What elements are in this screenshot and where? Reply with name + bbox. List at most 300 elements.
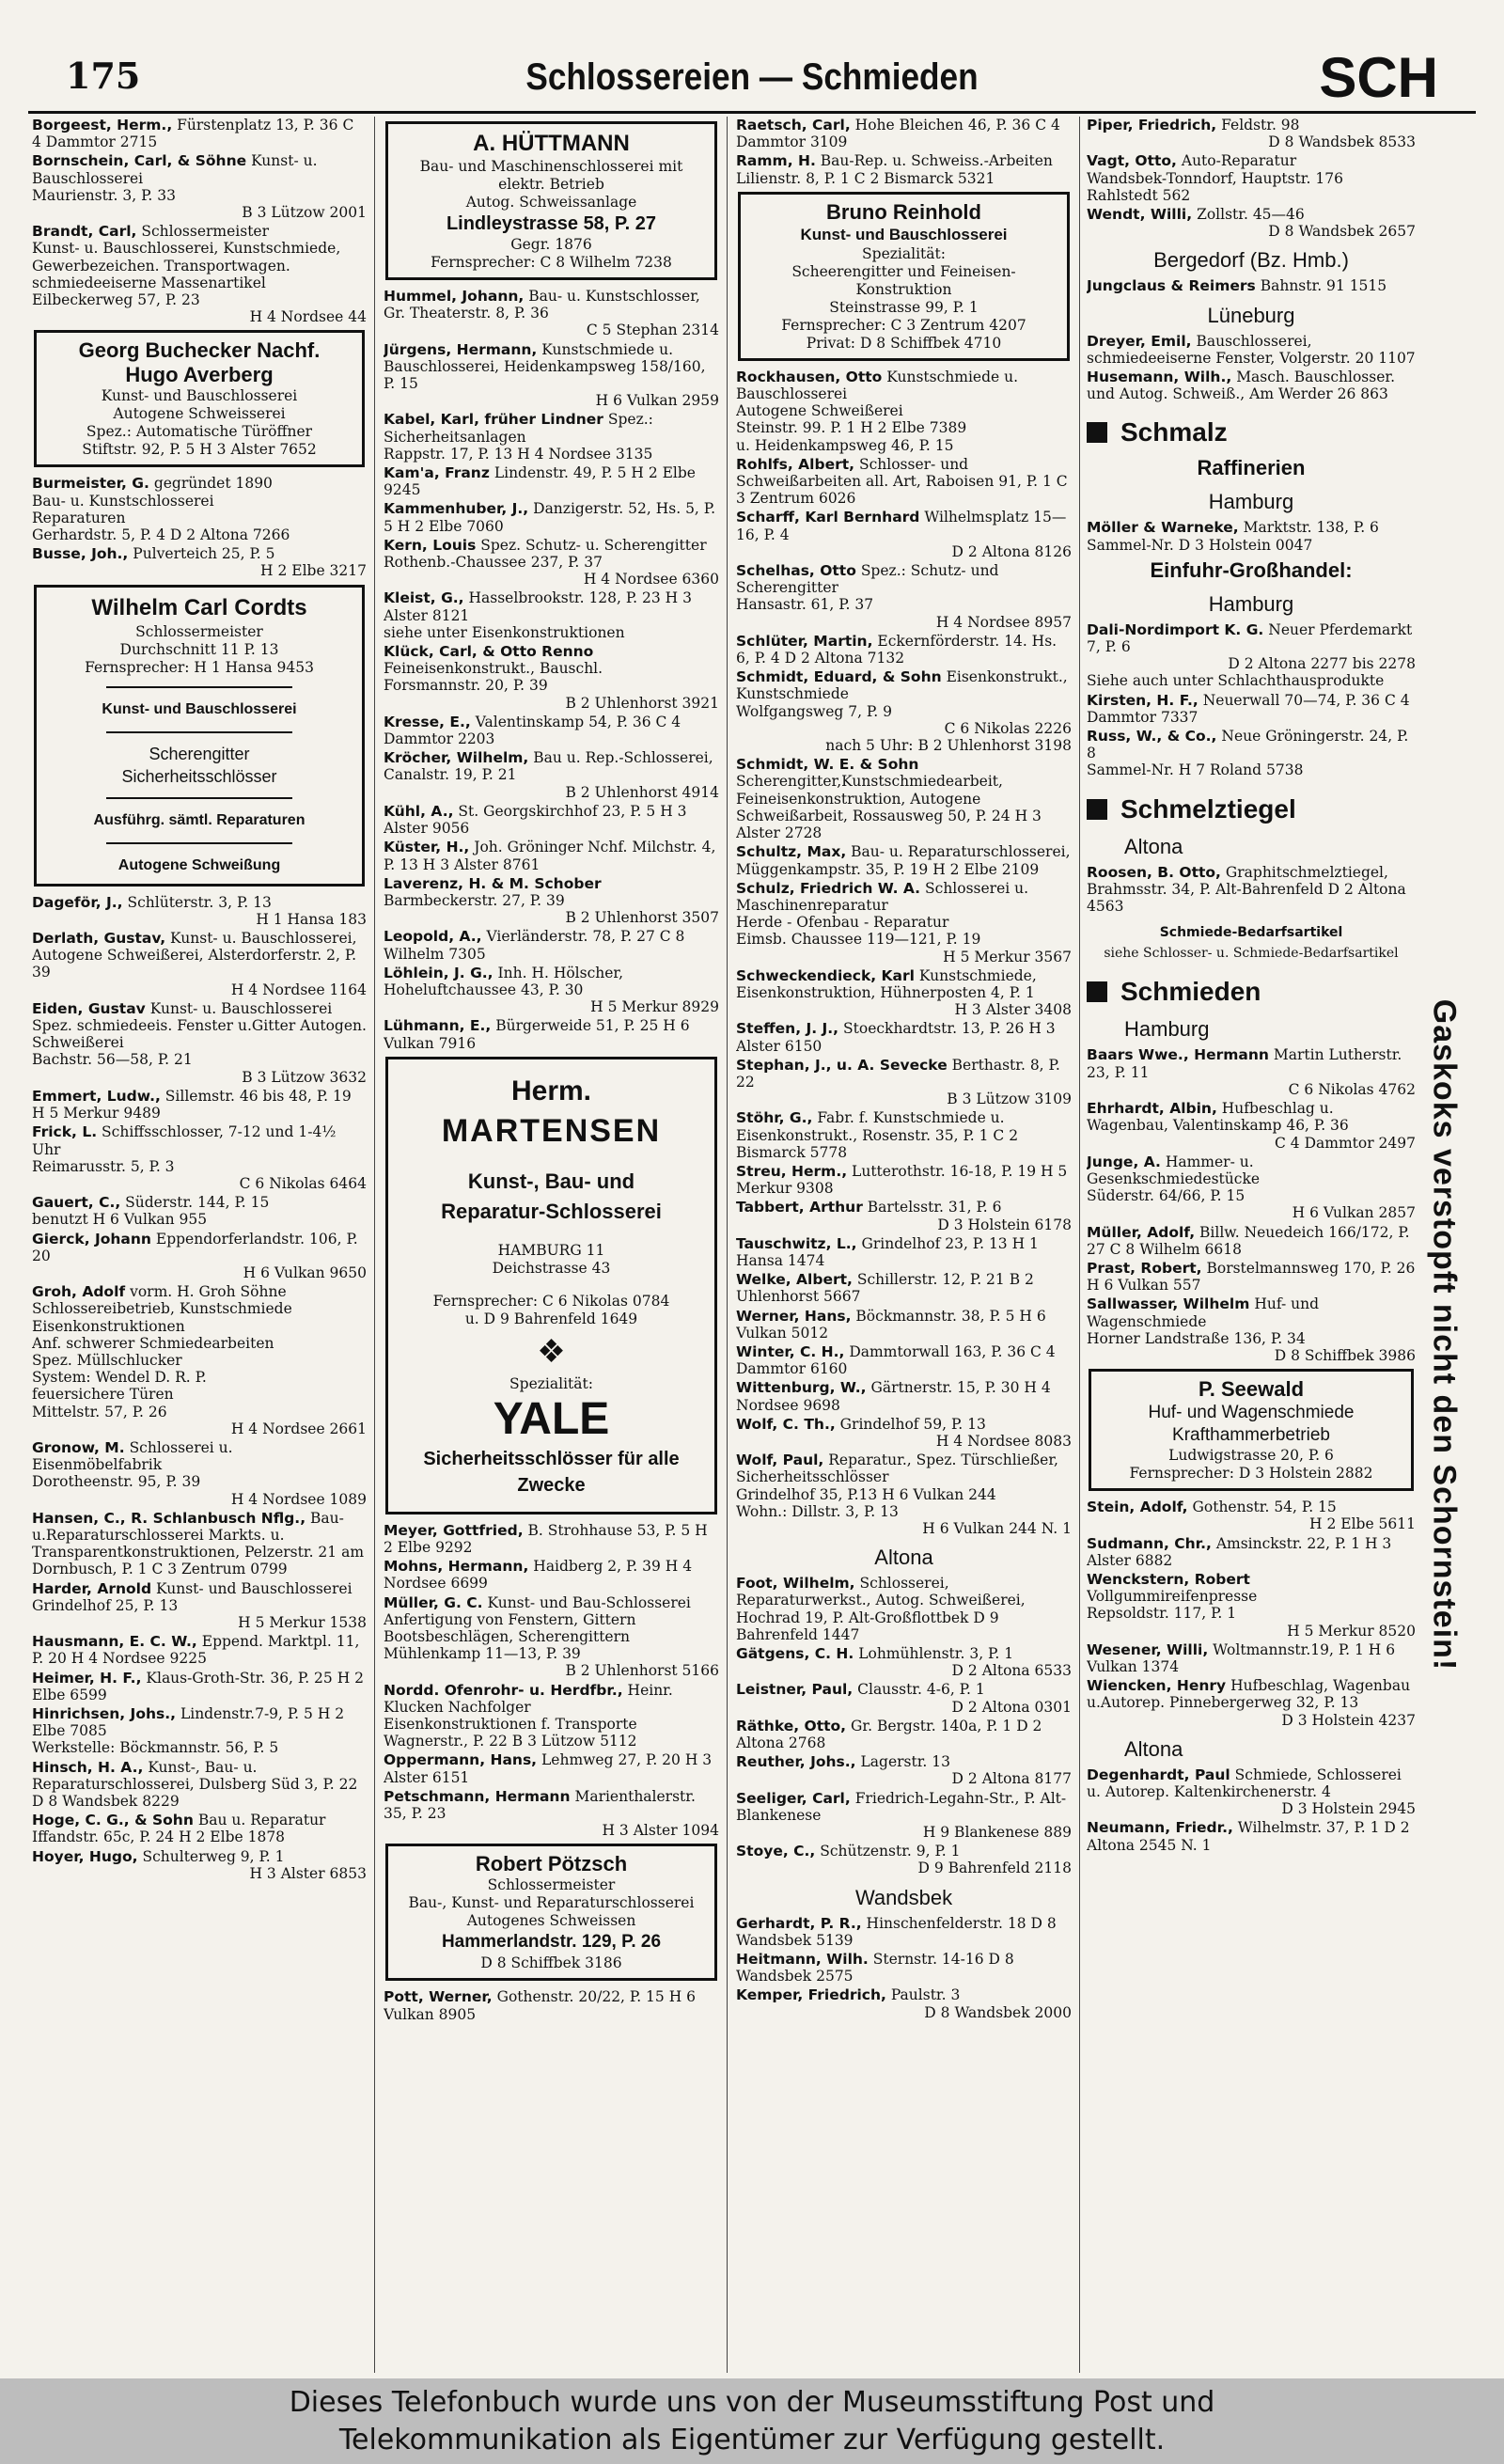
entry-name: Küster, H., (384, 839, 470, 856)
ad-address: Hammerlandstr. 129, P. 26 (441, 1932, 662, 1953)
entry-detail: Lehmweg 27, P. 20 H 3 Alster 6151 (384, 1751, 713, 1786)
entry-detail: Lindenstr.7-9, P. 5 H 2 Elbe 7085 (32, 1705, 345, 1740)
entry-name: Raetsch, Carl, (736, 117, 851, 133)
entry-detail: Clausstr. 4-6, P. 1 (857, 1681, 985, 1699)
entry-detail: Bartelsstr. 31, P. 6 (867, 1199, 1002, 1216)
entry-detail: H 5 Merkur 3567 (943, 948, 1072, 965)
directory-entry (736, 509, 1072, 560)
entry-detail: Repsoldstr. 117, P. 1 (1087, 1605, 1237, 1623)
entry-name: Meyer, Gottfried, (384, 1521, 524, 1539)
ad-title: Georg Buchecker Nachf. (78, 338, 321, 363)
ad-poetzsch (385, 1844, 717, 1981)
header-rule (28, 111, 1476, 114)
ad-line: Sicherheitsschlösser für alle Zwecke (423, 1448, 680, 1496)
ad-line: Krafthammerbetrieb (1172, 1425, 1330, 1446)
entry-detail: Martin Lutherstr. 23, P. 11 (1087, 1046, 1402, 1081)
ad-title: Herm. (510, 1075, 592, 1106)
directory-entry (384, 714, 719, 747)
entry-name: Kleist, G., (384, 589, 464, 607)
entry-detail: Klaus-Groth-Str. 36, P. 25 H 2 Elbe 6599 (32, 1669, 365, 1703)
directory-entry (384, 1682, 719, 1750)
entry-detail: Graphitschmelztiegel, Brahmsstr. 34, P. Alt-Bahrenfeld D 2 Altona 4563 (1087, 863, 1406, 916)
entry-name: Prast, Robert, (1087, 1259, 1202, 1277)
entry-name: Scharff, Karl Bernhard (736, 509, 920, 526)
entry-name: Husemann, Wilh., (1087, 369, 1232, 386)
entry-detail: Schlüterstr. 3, P. 13 (127, 893, 272, 911)
entry-detail: Wagnerstr., P. 22 B 3 Lützow 5112 (384, 1733, 637, 1750)
entry-name: Oppermann, Hans, (384, 1751, 538, 1769)
footer-line: Dieses Telefonbuch wurde uns von der Museumsstiftung Post und (289, 2386, 1215, 2419)
entry-detail: Woltmannstr.19, P. 1 H 6 Vulkan 1374 (1087, 1640, 1396, 1675)
entry-detail: Böckmannstr. 38, P. 5 H 6 Vulkan 5012 (736, 1307, 1046, 1342)
entry-detail: Valentinskamp 54, P. 36 C 4 Dammtor 2203 (384, 713, 682, 748)
entry-detail: Mühlenkamp 11—13, P. 39 (384, 1645, 581, 1663)
entry-detail: Sillemstr. 46 bis 48, P. 19 H 5 Merkur 9489 (32, 1087, 352, 1122)
section-title: Schmalz (1120, 417, 1228, 447)
entry-detail: Eckernförderstr. 14. Hs. 6, P. 4 D 2 Altona 7132 (736, 632, 1058, 667)
entry-detail: Hasselbrookstr. 128, P. 23 H 3 Alster 8121 (384, 589, 692, 624)
directory-entry (1087, 333, 1416, 367)
ad-subtitle: Hugo Averberg (125, 363, 274, 387)
entry-detail: Hufbeschlag u. Wagenbau, Valentinskamp 46, P. 36 (1087, 1100, 1349, 1135)
entry-detail: D 8 Wandsbek 2657 (1268, 223, 1416, 241)
entry-detail: Friedrich-Legahn-Str., P. Alt-Blankenese (736, 1789, 1067, 1824)
entry-detail: Berthastr. 8, P. 22 (736, 1056, 1060, 1091)
entry-detail: Fabr. f. Kunstschmiede u. Eisenkonstrukt., Rosenstr. 35, P. 1 C 2 Bismarck 5778 (736, 1109, 1019, 1161)
entry-detail: D 3 Holstein 6178 (937, 1216, 1072, 1233)
entry-detail: Gothenstr. 54, P. 15 (1192, 1499, 1337, 1516)
entry-detail: Bau-Rep. u. Schweiss.-Arbeiten (820, 152, 1053, 170)
directory-entry (384, 1594, 719, 1680)
entry-detail: B. Strohhause 53, P. 5 H 2 Elbe 9292 (384, 1521, 708, 1556)
entry-detail: Schlosserei, Reparaturwerkst., Autog. Schweißerei, Hochrad 19, P. Alt-Großflottbek D 9 Bahrenfeld 1447 (736, 1575, 1026, 1643)
directory-entry (32, 1633, 367, 1667)
directory-entry (384, 643, 719, 712)
entry-detail: H 2 Elbe 3217 (260, 562, 367, 580)
entry-name: Borgeest, Herm., (32, 117, 173, 133)
entry-name: Wolf, Paul, (736, 1452, 824, 1469)
ad-address: Lindleystrasse 58, P. 27 (446, 213, 657, 234)
ad-line: Autogene Schweisserei (113, 405, 286, 423)
directory-entry (32, 1088, 367, 1122)
entry-detail: Mittelstr. 57, P. 26 (32, 1403, 167, 1420)
entry-detail: Inh. H. Hölscher, Hoheluftchaussee 43, P. 30 (384, 964, 624, 998)
entry-detail: Bau-u.Reparaturschlosserei Markts. u. Transparentkonstruktionen, Pelzerstr. 21 am Dornbusch, P. 1 C 3 Zentrum 0799 (32, 1509, 365, 1578)
entry-name: Frick, L. (32, 1123, 98, 1141)
ad-divider (106, 797, 292, 799)
entry-list (1087, 519, 1416, 553)
entry-name: Schweckendieck, Karl (736, 966, 915, 984)
entry-detail: Bau u. Reparatur (197, 1812, 326, 1829)
entry-name: Burmeister, G. (32, 475, 149, 493)
ad-martensen (385, 1057, 717, 1514)
entry-detail: Süderstr. 144, P. 15 (125, 1194, 270, 1212)
ad-line: Autogene Schweißung (118, 856, 281, 873)
entry-detail: Lindenstr. 49, P. 5 H 2 Elbe 9245 (384, 464, 696, 499)
entry-detail: Scherengitter,Kunstschmiedearbeit, Feineisenkonstruktion, Autogene Schweißarbeit, Rossausweg 50, P. 24 H 3 Alster 2728 (736, 773, 1042, 842)
entry-list (736, 369, 1072, 1537)
directory-entry (736, 1020, 1072, 1054)
entry-name: Welke, Albert, (736, 1271, 853, 1289)
directory-entry (1087, 692, 1416, 726)
entry-detail: Gothenstr. 20/22, P. 15 H 6 Vulkan 8905 (384, 1988, 697, 2023)
entry-detail: Marienthalerstr. 35, P. 23 (384, 1787, 696, 1822)
entry-detail: Rahlstedt 562 (1087, 186, 1191, 204)
entry-name: Rockhausen, Otto (736, 368, 883, 385)
location-heading: Altona (1124, 834, 1183, 858)
entry-detail: Lagerstr. 13 (860, 1753, 950, 1771)
directory-entry (736, 1109, 1072, 1161)
entry-detail: Masch. Bauschlosser. und Autog. Schweiß., Am Werder 26 863 (1087, 369, 1396, 403)
directory-entry (736, 1452, 1072, 1537)
entry-detail: Wolfgangsweg 7, P. 9 (736, 702, 892, 720)
entry-detail: D 9 Bahrenfeld 2118 (917, 1860, 1072, 1877)
entry-list (32, 117, 367, 325)
entry-detail: St. Georgskirchhof 23, P. 5 H 3 Alster 9056 (384, 802, 687, 838)
entry-detail: Kunst-, Bau- u. Reparaturschlosserei, Dulsberg Süd 3, P. 22 D 8 Wandsbek 8229 (32, 1758, 358, 1811)
entry-name: Kammenhuber, J., (384, 500, 529, 518)
entry-name: Hummel, Johann, (384, 288, 525, 305)
ad-line: Autogenes Schweissen (466, 1912, 636, 1930)
ad-line: Gegr. 1876 (510, 236, 592, 253)
directory-entry (384, 464, 719, 498)
entry-name: Schlüter, Martin, (736, 632, 873, 650)
page-header (28, 45, 1476, 107)
entry-detail: u. Heidenkampsweg 46, P. 15 (736, 436, 954, 454)
entry-detail: D 8 Wandsbek 8533 (1268, 133, 1416, 151)
ad-reinhold (738, 192, 1070, 361)
entry-detail: Herde - Ofenbau - Reparatur (736, 914, 949, 932)
entry-name: Busse, Joh., (32, 545, 129, 563)
entry-detail: C 6 Nikolas 6464 (239, 1174, 367, 1192)
column-divider (727, 117, 728, 2373)
directory-entry (32, 1670, 367, 1703)
entry-detail: H 6 Vulkan 244 N. 1 (922, 1520, 1072, 1538)
directory-entry (736, 369, 1072, 454)
entry-name: Müller, G. C. (384, 1593, 483, 1611)
entry-detail: Lohmühlenstr. 3, P. 1 (858, 1645, 1014, 1663)
entry-name: Wesener, Willi, (1087, 1640, 1209, 1658)
directory-entry (1087, 728, 1416, 779)
subsection-heading: Einfuhr-Großhandel: (1150, 557, 1353, 582)
entry-detail: Dorotheenstr. 95, P. 39 (32, 1473, 201, 1491)
ad-line: Ausführg. sämtl. Reparaturen (93, 811, 306, 828)
ad-line: Durchschnitt 11 P. 13 (119, 640, 279, 658)
column-3 (736, 117, 1072, 2363)
entry-detail: System: Wendel D. R. P. (32, 1369, 207, 1387)
entry-detail: B 3 Lützow 3109 (947, 1091, 1072, 1108)
entry-detail: Spez.: Schutz- und Scherengitter (736, 562, 999, 597)
cross-reference-title: Schmiede-Bedarfsartikel (1159, 925, 1343, 941)
entry-detail: Kunst- und Bau-Schlosserei (487, 1593, 691, 1611)
ad-line: Sicherheitsschlösser (121, 766, 277, 786)
entry-detail: Horner Landstraße 136, P. 34 (1087, 1329, 1306, 1347)
entry-detail: H 5 Merkur 1538 (238, 1613, 367, 1631)
entry-detail: Fürstenplatz 13, P. 36 C 4 Dammtor 2715 (32, 117, 354, 151)
entry-detail: D 8 Schiffbek 3986 (1274, 1346, 1416, 1364)
entry-name: Stephan, J., u. A. Sevecke (736, 1056, 948, 1074)
entry-detail: Sammel-Nr. D 3 Holstein 0047 (1087, 536, 1313, 554)
entry-detail: Sternstr. 14-16 D 8 Wandsbek 2575 (736, 1951, 1014, 1985)
entry-detail: Spez. Schutz- u. Scherengitter (480, 536, 707, 554)
directory-entry (32, 1759, 367, 1811)
ad-spacer (396, 1152, 707, 1167)
directory-entry (32, 930, 367, 998)
directory-entry (1087, 1499, 1416, 1532)
directory-entry (736, 1416, 1072, 1450)
directory-entry (384, 1558, 719, 1592)
column-2 (384, 117, 719, 2363)
ad-line: Kunst-, Bau- und (467, 1169, 635, 1193)
entry-detail: Neue Gröningerstr. 24, P. 8 (1087, 728, 1409, 762)
location-heading: Hamburg (1208, 490, 1294, 514)
entry-detail: Reimarusstr. 5, P. 3 (32, 1157, 175, 1175)
entry-name: Hausmann, E. C. W., (32, 1633, 197, 1651)
entry-detail: B 2 Uhlenhorst 3921 (565, 694, 719, 712)
entry-detail: Forsmannstr. 20, P. 39 (384, 677, 548, 695)
directory-entry (1087, 864, 1416, 916)
ad-divider (106, 842, 292, 844)
entry-name: Stöhr, G., (736, 1109, 813, 1127)
entry-detail: Kunst- u. Bauschlosserei (32, 152, 318, 187)
directory-entry (1087, 621, 1416, 690)
directory-entry (1087, 1677, 1416, 1729)
entry-list (736, 1575, 1072, 1876)
ad-line: Steinstrasse 99, P. 1 (829, 298, 979, 316)
directory-entry (384, 1751, 719, 1785)
directory-entry (1087, 1641, 1416, 1675)
entry-name: Leistner, Paul, (736, 1681, 854, 1699)
entry-detail: Huf- und Wagenschmiede (1087, 1295, 1320, 1330)
entry-detail: Schlossermeister (141, 223, 270, 241)
directory-entry (384, 928, 719, 962)
entry-list (1087, 333, 1416, 403)
directory-entry (736, 1645, 1072, 1679)
entry-name: Schmidt, W. E. & Sohn (736, 756, 919, 774)
entry-name: Hansen, C., R. Schlanbusch Nflg., (32, 1509, 306, 1527)
entry-detail: Vierländerstr. 78, P. 27 C 8 Wilhelm 7305 (384, 928, 685, 963)
entry-detail: Feineisenkonstrukt., Bauschl. (384, 660, 603, 678)
entry-detail: H 4 Nordsee 8083 (935, 1433, 1072, 1450)
entry-detail: Schützenstr. 9, P. 1 (820, 1843, 961, 1860)
entry-detail: Wilhelmstr. 37, P. 1 D 2 Altona 2545 N. 1 (1087, 1819, 1410, 1854)
entry-detail: Reparaturen (32, 509, 126, 526)
entry-detail: Süderstr. 64/66, P. 15 (1087, 1187, 1246, 1205)
directory-entry (32, 1194, 367, 1228)
directory-entry (384, 288, 719, 339)
entry-name: Steffen, J. J., (736, 1020, 839, 1038)
entry-name: Ehrhardt, Albin, (1087, 1100, 1217, 1118)
directory-entry (384, 749, 719, 801)
footer-banner (0, 2378, 1504, 2464)
entry-detail: Schulterweg 9, P. 1 (142, 1847, 285, 1865)
entry-name: Kröcher, Wilhelm, (384, 749, 529, 767)
entry-list (32, 894, 367, 1882)
entry-name: Winter, C. H., (736, 1342, 845, 1360)
entry-name: Tabbert, Arthur (736, 1199, 863, 1216)
entry-name: Laverenz, H. & M. Schober (384, 874, 602, 892)
entry-detail: Hansastr. 61, P. 37 (736, 596, 874, 614)
entry-name: Räthke, Otto, (736, 1717, 847, 1734)
directory-entry (32, 1510, 367, 1578)
column-4 (1087, 117, 1416, 2363)
ad-line: Spezialität: (862, 244, 946, 262)
entry-name: Wolf, C. Th., (736, 1415, 836, 1433)
directory-entry (736, 1575, 1072, 1643)
directory-entry (384, 411, 719, 463)
entry-detail: B 2 Uhlenhorst 3507 (565, 909, 719, 927)
entry-name: Hinrichsen, Johs., (32, 1705, 177, 1722)
ad-title: P. Seewald (1198, 1377, 1305, 1402)
entry-detail: C 6 Nikolas 4762 (1288, 1080, 1416, 1098)
entry-detail: C 5 Stephan 2314 (586, 322, 719, 339)
entry-detail: Kunst- u. Bauschlosserei, Kunstschmiede, Gewerbezeichen. Transportwagen. schmiedeeiserne Massenartikel (32, 240, 341, 291)
ad-line: Autog. Schweissanlage (465, 194, 637, 211)
footer-line: Telekommunikation als Eigentümer zur Verfügung gestellt. (338, 2424, 1166, 2456)
entry-name: Gierck, Johann (32, 1230, 151, 1248)
entry-name: Jungclaus & Reimers (1087, 277, 1256, 295)
directory-entry (736, 456, 1072, 508)
entry-detail: Sammel-Nr. H 7 Roland 5738 (1087, 761, 1304, 779)
entry-detail: H 4 Nordsee 44 (249, 308, 367, 326)
directory-entry (736, 1986, 1072, 2020)
directory-entry (736, 668, 1072, 754)
entry-name: Schultz, Max, (736, 843, 847, 861)
ad-seewald (1089, 1369, 1414, 1491)
entry-detail: Bahnstr. 91 1515 (1260, 277, 1387, 295)
entry-detail: Barmbeckerstr. 27, P. 39 (384, 891, 565, 909)
entry-detail: Kunstschmiede u. Bauschlosserei, Heidenkampsweg 158/160, P. 15 (384, 340, 706, 393)
entry-name: Jürgens, Hermann, (384, 340, 538, 358)
entry-name: Junge, A. (1087, 1153, 1161, 1170)
entry-name: Nordd. Ofenrohr- u. Herdfbr., (384, 1681, 623, 1699)
directory-entry (32, 152, 367, 221)
entry-detail: D 8 Wandsbek 2000 (924, 2003, 1072, 2021)
entry-list (1087, 1499, 1416, 1729)
entry-detail: B 3 Lützow 3632 (242, 1068, 367, 1086)
entry-name: Emmert, Ludw., (32, 1087, 161, 1105)
entry-detail: Dammtorwall 163, P. 36 C 4 Dammtor 6160 (736, 1342, 1056, 1378)
entry-detail: Grindelhof 25, P. 13 (32, 1596, 179, 1614)
entry-detail: D 2 Altona 6533 (951, 1662, 1072, 1680)
ad-phone: Fernsprecher: C 6 Nikolas 0784 (432, 1292, 670, 1310)
directory-entry (384, 839, 719, 872)
entry-detail: C 6 Nikolas 2226 (944, 719, 1072, 737)
entry-detail: vorm. H. Groh Söhne (130, 1283, 287, 1301)
entry-detail: Hammer- u. Gesenkschmiedestücke (1087, 1153, 1261, 1187)
entry-detail: C 4 Dammtor 2497 (1275, 1134, 1416, 1152)
page-abbreviation: SCH (1319, 46, 1438, 109)
ad-spacer (396, 1278, 707, 1293)
entry-name: Gauert, C., (32, 1194, 121, 1212)
entry-detail: Kunstschmiede u. Bauschlosserei (736, 368, 1019, 403)
entry-name: Gätgens, C. H. (736, 1645, 854, 1663)
entry-detail: Grindelhof 35, P.13 H 6 Vulkan 244 (736, 1485, 996, 1503)
entry-name: Tauschwitz, L., (736, 1234, 857, 1252)
side-advertisement (1418, 808, 1470, 1861)
entry-detail: Gerhardstr. 5, P. 4 D 2 Altona 7266 (32, 526, 290, 544)
entry-detail: H 4 Nordsee 8957 (935, 613, 1072, 631)
entry-detail: Feldstr. 98 (1221, 117, 1300, 133)
ad-line: Spezialität: (509, 1374, 593, 1392)
ad-title: MARTENSEN (441, 1112, 662, 1149)
entry-detail: Hufbeschlag, Wagenbau u.Autorep. Pinnebergerweg 32, P. 13 (1087, 1677, 1411, 1712)
directory-entry (32, 1000, 367, 1086)
entry-detail: Hinschenfelderstr. 18 D 8 Wandsbek 5139 (736, 1914, 1057, 1949)
ad-divider (106, 686, 292, 688)
ad-line: Schlossermeister (135, 622, 263, 640)
entry-name: Russ, W., & Co., (1087, 728, 1217, 745)
page-number: 175 (66, 55, 141, 97)
entry-detail: Vollgummireifenpresse (1087, 1588, 1258, 1606)
subsection-heading: Raffinerien (1197, 456, 1306, 480)
directory-entry (384, 589, 719, 641)
directory-entry (384, 1788, 719, 1840)
entry-detail: Bachstr. 56—58, P. 21 (32, 1051, 193, 1069)
entry-name: Sudmann, Chr., (1087, 1534, 1212, 1552)
directory-entry (32, 545, 367, 579)
entry-detail: feuersichere Türen (32, 1386, 174, 1404)
entry-detail: Borstelmannsweg 170, P. 26 H 6 Vulkan 557 (1087, 1259, 1416, 1295)
entry-detail: Schmiede, Schlosserei u. Autorep. Kaltenkirchenerstr. 4 (1087, 1766, 1402, 1800)
directory-entry (1087, 1260, 1416, 1294)
directory-entry (736, 1379, 1072, 1413)
entry-detail: Zollstr. 45—46 (1197, 206, 1305, 224)
entry-detail: gegründet 1890 (153, 475, 273, 493)
entry-list (1087, 1766, 1416, 1854)
side-advertisement-text: Gaskoks verstopft nicht den Schornstein! (1426, 998, 1463, 1671)
entry-name: Klück, Carl, & Otto Renno (384, 643, 594, 661)
entry-name: Leopold, A., (384, 928, 482, 946)
entry-name: Rohlfs, Albert, (736, 455, 855, 473)
entry-detail: H 6 Vulkan 2959 (595, 392, 719, 410)
entry-name: Stoye, C., (736, 1843, 816, 1860)
entry-detail: Kunstschmiede, Eisenkonstruktion, Hühnerposten 4, P. 1 (736, 966, 1037, 1001)
entry-name: Piper, Friedrich, (1087, 117, 1217, 133)
ad-buchecker (34, 330, 365, 467)
entry-detail: H 3 Alster 1094 (602, 1822, 719, 1840)
entry-name: Bornschein, Carl, & Söhne (32, 152, 247, 170)
section-title: Schmelztiegel (1120, 793, 1296, 824)
entry-detail: benutzt H 6 Vulkan 955 (32, 1211, 208, 1229)
directory-entry (384, 1017, 719, 1051)
ad-line: Huf- und Wagenschmiede (1148, 1403, 1355, 1423)
directory-entry (736, 1235, 1072, 1269)
entry-name: Hoge, C. G., & Sohn (32, 1812, 194, 1829)
directory-entry (1087, 1224, 1416, 1258)
directory-entry (1087, 206, 1416, 240)
entry-name: Sallwasser, Wilhelm (1087, 1295, 1250, 1313)
entry-detail: Bürgerweide 51, P. 25 H 6 Vulkan 7916 (384, 1017, 690, 1052)
ad-phone: Fernsprecher: D 3 Holstein 2882 (1129, 1465, 1373, 1483)
entry-name: Pott, Werner, (384, 1988, 493, 2006)
entry-name: Neumann, Friedr., (1087, 1819, 1233, 1837)
ad-line: Fernsprecher: H 1 Hansa 9453 (85, 658, 314, 676)
entry-name: Kirsten, H. F., (1087, 691, 1198, 709)
entry-list (384, 1522, 719, 1840)
entry-detail: Spez.: Sicherheitsanlagen (384, 411, 653, 446)
directory-entry (384, 341, 719, 410)
entry-name: Dali-Nordimport K. G. (1087, 620, 1264, 638)
entry-detail: Kunst- u. Bauschlosserei (149, 999, 333, 1017)
entry-detail: Joh. Gröninger Nchf. Milchstr. 4, P. 13 H 3 Alster 8761 (384, 839, 716, 873)
directory-entry (32, 1123, 367, 1192)
directory-entry (736, 633, 1072, 667)
entry-detail: Wandsbek-Tonndorf, Hauptstr. 176 (1087, 169, 1343, 187)
entry-name: Roosen, B. Otto, (1087, 863, 1221, 881)
directory-entry (32, 1283, 367, 1437)
directory-entry (736, 880, 1072, 965)
